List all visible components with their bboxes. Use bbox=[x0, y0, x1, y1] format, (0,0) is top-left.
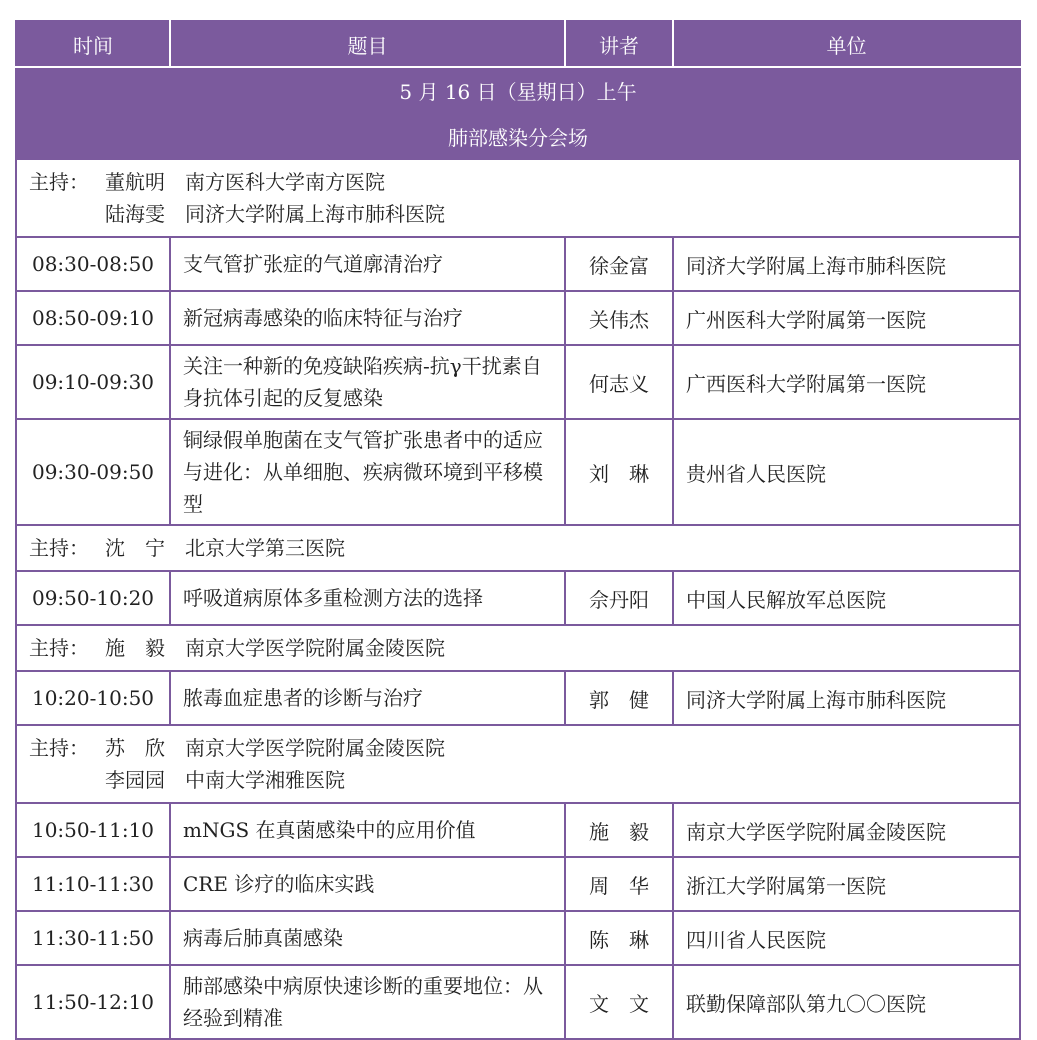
session-speaker: 何志义 bbox=[565, 345, 673, 419]
host-line bbox=[29, 166, 1019, 198]
session-row bbox=[16, 965, 1020, 1039]
session-speaker: 陈 琳 bbox=[565, 911, 673, 965]
session-unit: 同济大学附属上海市肺科医院 bbox=[673, 671, 1020, 725]
session-unit: 中国人民解放军总医院 bbox=[673, 571, 1020, 625]
schedule-table bbox=[15, 20, 1021, 1040]
session-topic: 肺部感染中病原快速诊断的重要地位：从经验到精准 bbox=[170, 965, 565, 1039]
session-topic: 新冠病毒感染的临床特征与治疗 bbox=[170, 291, 565, 345]
host-row bbox=[16, 725, 1020, 803]
session-time: 09:10-09:30 bbox=[16, 345, 170, 419]
host-name: 陆海雯 bbox=[105, 202, 165, 226]
session-topic: 呼吸道病原体多重检测方法的选择 bbox=[170, 571, 565, 625]
session-topic: mNGS 在真菌感染中的应用价值 bbox=[170, 803, 565, 857]
venue-banner-row bbox=[16, 113, 1020, 159]
session-topic: 铜绿假单胞菌在支气管扩张患者中的适应与进化：从单细胞、疾病微环境到平移模型 bbox=[170, 419, 565, 525]
host-unit: 南方医科大学南方医院 bbox=[185, 170, 385, 194]
session-speaker: 周 华 bbox=[565, 857, 673, 911]
session-unit: 贵州省人民医院 bbox=[673, 419, 1020, 525]
session-unit: 广州医科大学附属第一医院 bbox=[673, 291, 1020, 345]
session-topic: 关注一种新的免疫缺陷疾病-抗γ干扰素自身抗体引起的反复感染 bbox=[170, 345, 565, 419]
header-speaker: 讲者 bbox=[565, 21, 673, 67]
host-name: 施 毅 bbox=[105, 636, 165, 660]
session-time: 11:10-11:30 bbox=[16, 857, 170, 911]
session-row bbox=[16, 803, 1020, 857]
host-line bbox=[29, 764, 1019, 796]
session-row bbox=[16, 237, 1020, 291]
session-unit: 广西医科大学附属第一医院 bbox=[673, 345, 1020, 419]
session-unit: 同济大学附属上海市肺科医院 bbox=[673, 237, 1020, 291]
session-topic: 病毒后肺真菌感染 bbox=[170, 911, 565, 965]
venue-banner: 肺部感染分会场 bbox=[16, 113, 1020, 159]
session-speaker: 佘丹阳 bbox=[565, 571, 673, 625]
session-row bbox=[16, 911, 1020, 965]
session-time: 09:50-10:20 bbox=[16, 571, 170, 625]
session-row bbox=[16, 345, 1020, 419]
session-time: 10:20-10:50 bbox=[16, 671, 170, 725]
session-time: 10:50-11:10 bbox=[16, 803, 170, 857]
host-label: 主持： bbox=[29, 636, 89, 660]
session-speaker: 文 文 bbox=[565, 965, 673, 1039]
host-line bbox=[29, 532, 1019, 564]
session-topic: 支气管扩张症的气道廓清治疗 bbox=[170, 237, 565, 291]
session-row bbox=[16, 419, 1020, 525]
header-topic: 题目 bbox=[170, 21, 565, 67]
session-speaker: 刘 琳 bbox=[565, 419, 673, 525]
session-time: 11:30-11:50 bbox=[16, 911, 170, 965]
host-label: 主持： bbox=[29, 170, 89, 194]
host-label: 主持： bbox=[29, 536, 89, 560]
session-time: 08:50-09:10 bbox=[16, 291, 170, 345]
host-cell bbox=[16, 159, 1020, 237]
host-cell bbox=[16, 625, 1020, 671]
host-line bbox=[29, 732, 1019, 764]
host-unit: 北京大学第三医院 bbox=[185, 536, 345, 560]
host-line bbox=[29, 198, 1019, 230]
host-unit: 同济大学附属上海市肺科医院 bbox=[185, 202, 445, 226]
session-row bbox=[16, 571, 1020, 625]
session-speaker: 徐金富 bbox=[565, 237, 673, 291]
host-label: 主持： bbox=[29, 736, 89, 760]
host-cell bbox=[16, 525, 1020, 571]
session-topic: 脓毒血症患者的诊断与治疗 bbox=[170, 671, 565, 725]
host-row bbox=[16, 625, 1020, 671]
host-name: 董航明 bbox=[105, 170, 165, 194]
header-unit: 单位 bbox=[673, 21, 1020, 67]
date-banner: 5 月 16 日（星期日）上午 bbox=[16, 67, 1020, 113]
session-time: 11:50-12:10 bbox=[16, 965, 170, 1039]
header-time: 时间 bbox=[16, 21, 170, 67]
host-unit: 中南大学湘雅医院 bbox=[185, 768, 345, 792]
session-time: 08:30-08:50 bbox=[16, 237, 170, 291]
session-unit: 南京大学医学院附属金陵医院 bbox=[673, 803, 1020, 857]
session-speaker: 郭 健 bbox=[565, 671, 673, 725]
date-banner-row bbox=[16, 67, 1020, 113]
host-row bbox=[16, 159, 1020, 237]
host-name: 李园园 bbox=[105, 768, 165, 792]
session-topic: CRE 诊疗的临床实践 bbox=[170, 857, 565, 911]
host-unit: 南京大学医学院附属金陵医院 bbox=[185, 636, 445, 660]
host-row bbox=[16, 525, 1020, 571]
session-row bbox=[16, 857, 1020, 911]
session-speaker: 关伟杰 bbox=[565, 291, 673, 345]
host-name: 沈 宁 bbox=[105, 536, 165, 560]
host-cell bbox=[16, 725, 1020, 803]
session-speaker: 施 毅 bbox=[565, 803, 673, 857]
session-unit: 联勤保障部队第九〇〇医院 bbox=[673, 965, 1020, 1039]
session-row bbox=[16, 291, 1020, 345]
session-unit: 四川省人民医院 bbox=[673, 911, 1020, 965]
session-row bbox=[16, 671, 1020, 725]
session-unit: 浙江大学附属第一医院 bbox=[673, 857, 1020, 911]
host-name: 苏 欣 bbox=[105, 736, 165, 760]
header-row bbox=[16, 21, 1020, 67]
host-unit: 南京大学医学院附属金陵医院 bbox=[185, 736, 445, 760]
session-time: 09:30-09:50 bbox=[16, 419, 170, 525]
host-line bbox=[29, 632, 1019, 664]
